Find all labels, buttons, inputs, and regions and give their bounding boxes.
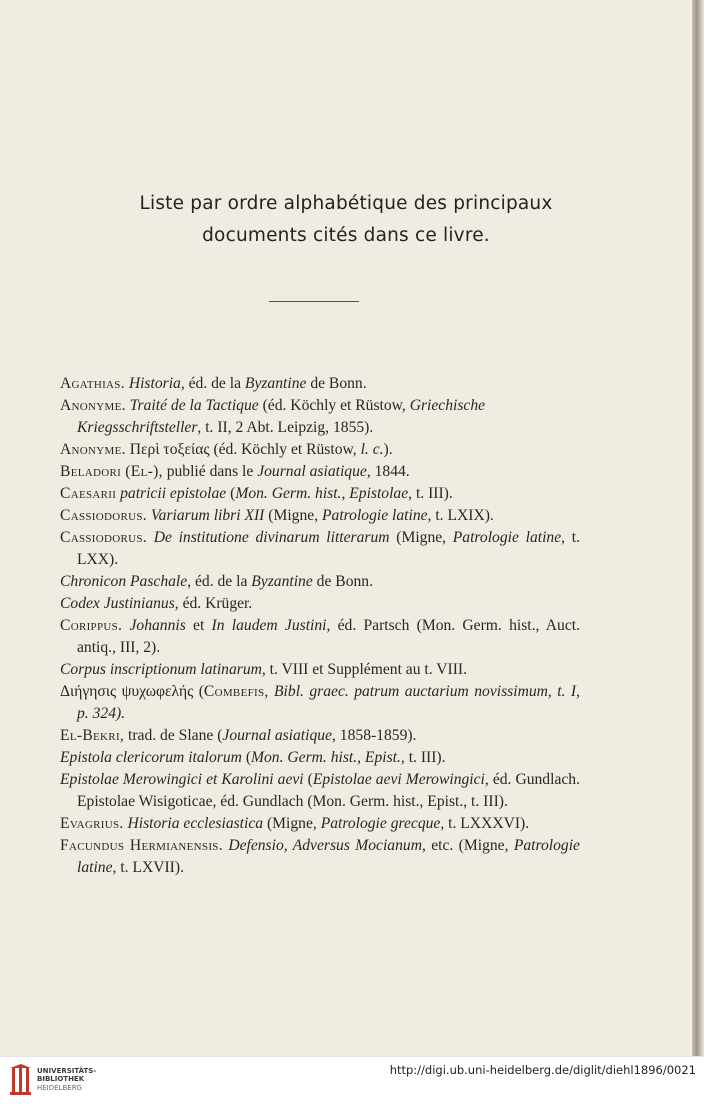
entry-anonyme-tactique: Anonyme. Traité de la Tactique (éd. Köchly et Rüstow, Griechische Kriegsschriftsteller, t. II, 2 Abt. Leipzig, 1855). <box>60 397 486 436</box>
entry-diegesis: Διήγησις ψυχωφελής (Combefis, Bibl. graec. patrum auctarium novissimum, t. I, p. 324). <box>60 683 580 722</box>
entry-beladori: Beladori (El-), publié dans le Journal asiatique, 1844. <box>60 463 410 480</box>
heading-rule <box>269 301 359 302</box>
logo-line-2: BIBLIOTHEK <box>37 1075 85 1084</box>
heading-line-2: documents cités dans ce livre. <box>202 225 490 246</box>
entry-corpus-inscriptionum: Corpus inscriptionum latinarum, t. VIII et Supplément au t. VIII. <box>60 661 468 678</box>
page-heading <box>40 188 652 252</box>
entry-evagrius: Evagrius. Historia ecclesiastica (Migne, Patrologie grecque, t. LXXXVI). <box>60 815 530 832</box>
entry-corippus: Corippus. Johannis et In laudem Justini, éd. Partsch (Mon. Germ. hist., Auct. antiq., III, 2). <box>60 617 580 656</box>
entry-el-bekri: El-Bekri, trad. de Slane (Journal asiatique, 1858-1859). <box>60 727 417 744</box>
entry-list <box>60 373 580 879</box>
library-logo-text <box>37 1067 96 1092</box>
entry-agathias: Agathias. Historia, éd. de la Byzantine de Bonn. <box>60 375 367 392</box>
entry-cassiodorus-variarum: Cassiodorus. Variarum libri XII (Migne, Patrologie latine, t. LXIX). <box>60 507 494 524</box>
entry-facundus: Facundus Hermianensis. Defensio, Adversus Mocianum, etc. (Migne, Patrologie latine, t. LXVII). <box>60 837 580 876</box>
entry-epistolae-merowingici: Epistolae Merowingici et Karolini aevi (Epistolae aevi Merowingici, éd. Gundlach. Epistolae Wisigoticae, éd. Gundlach (Mon. Germ. hist., Epist., t. III). <box>60 771 580 810</box>
entry-codex-justinianus: Codex Justinianus, éd. Krüger. <box>60 595 253 612</box>
entry-cassiodorus-institutione: Cassiodorus. De institutione divinarum litterarum (Migne, Patrologie latine, t. LXX). <box>60 529 580 568</box>
entry-chronicon-paschale: Chronicon Paschale, éd. de la Byzantine de Bonn. <box>60 573 373 590</box>
permalink-url[interactable]: http://digi.ub.uni-heidelberg.de/diglit/diehl1896/0021 <box>389 1063 696 1077</box>
logo-line-1: UNIVERSITÄTS- <box>37 1067 97 1075</box>
logo-line-3: HEIDELBERG <box>37 1083 82 1092</box>
university-library-logo-icon <box>9 1064 33 1098</box>
entry-epistola-clericorum: Epistola clericorum italorum (Mon. Germ. hist., Epist., t. III). <box>60 749 446 766</box>
entry-caesarii: Caesarii patricii epistolae (Mon. Germ. hist., Epistolae, t. III). <box>60 485 453 502</box>
entry-anonyme-toxeias: Anonyme. Περὶ τοξείας (éd. Köchly et Rüstow, l. c.). <box>60 441 393 458</box>
page-edge-shadow <box>692 0 704 1056</box>
heading-line-1: Liste par ordre alphabétique des principaux <box>139 193 553 214</box>
